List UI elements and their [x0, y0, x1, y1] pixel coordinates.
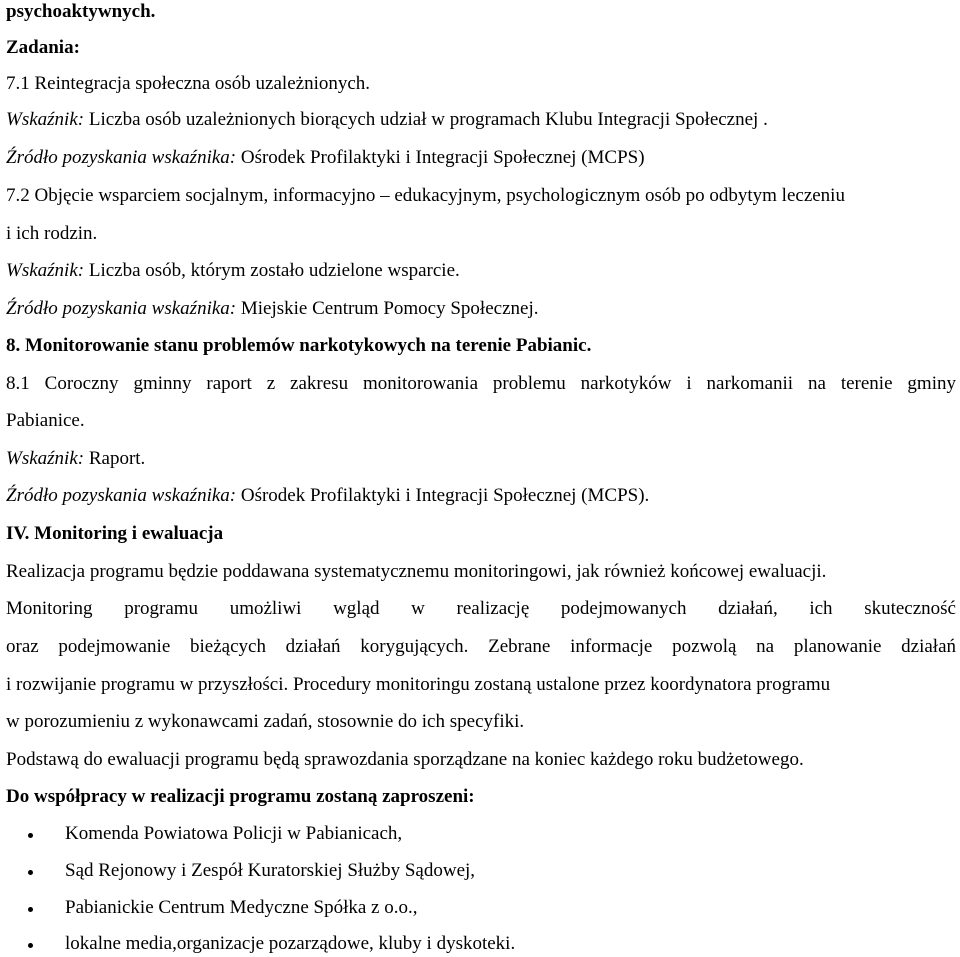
source-text: Ośrodek Profilaktyki i Integracji Społecznej (MCPS): [236, 147, 645, 168]
section-heading-iv: IV. Monitoring i ewaluacja: [6, 523, 224, 544]
source-text: Miejskie Centrum Pomocy Społecznej.: [236, 298, 539, 319]
source-7-1: [6, 146, 645, 170]
source-label: Źródło pozyskania wskaźnika:: [6, 298, 237, 319]
source-text: Ośrodek Profilaktyki i Integracji Społecznej (MCPS).: [236, 485, 650, 506]
text-line: psychoaktywnych.: [6, 1, 156, 22]
source-7-2: [6, 297, 538, 321]
task-8-1: 8.1 Coroczny gminny raport z zakresu monitorowania problemu narkotyków i narkomanii na terenie gminy: [6, 373, 956, 394]
indicator-label: Wskaźnik:: [6, 109, 85, 130]
indicator-text: Raport.: [84, 448, 146, 469]
source-8-1: [6, 484, 649, 508]
source-label: Źródło pozyskania wskaźnika:: [6, 485, 237, 506]
section-heading-tasks: Zadania:: [6, 37, 80, 58]
task-8-1-continued: Pabianice.: [6, 410, 85, 431]
paragraph-line: oraz podejmowanie bieżących działań korygujących. Zebrane informacje pozwolą na planowanie działań: [6, 636, 956, 657]
source-label: Źródło pozyskania wskaźnika:: [6, 147, 237, 168]
list-item-text: Komenda Powiatowa Policji w Pabianicach,: [65, 823, 403, 844]
bullet-icon: [28, 870, 33, 875]
paragraph-line: Realizacja programu będzie poddawana systematycznemu monitoringowi, jak również końcowej ewaluacji.: [6, 561, 827, 582]
bullet-icon: [28, 907, 33, 912]
indicator-8-1: [6, 447, 145, 471]
indicator-7-2: [6, 259, 460, 283]
paragraph-line: w porozumieniu z wykonawcami zadań, stosownie do ich specyfiki.: [6, 711, 525, 732]
paragraph-line: Podstawą do ewaluacji programu będą sprawozdania sporządzane na koniec każdego roku budżetowego.: [6, 749, 804, 770]
indicator-label: Wskaźnik:: [6, 260, 85, 281]
list-item-text: Pabianickie Centrum Medyczne Spółka z o.o.,: [65, 897, 418, 918]
cooperation-heading: Do współpracy w realizacji programu zostaną zaproszeni:: [6, 786, 475, 807]
indicator-text: Liczba osób, którym zostało udzielone wsparcie.: [84, 260, 460, 281]
bullet-icon: [28, 833, 33, 838]
section-heading-8: 8. Monitorowanie stanu problemów narkotykowych na terenie Pabianic.: [6, 335, 592, 356]
paragraph-line: Monitoring programu umożliwi wgląd w realizację podejmowanych działań, ich skuteczność: [6, 598, 956, 619]
indicator-7-1: [6, 108, 768, 132]
paragraph-line: i rozwijanie programu w przyszłości. Procedury monitoringu zostaną ustalone przez koordynatora programu: [6, 674, 831, 695]
task-7-2-continued: i ich rodzin.: [6, 223, 98, 244]
indicator-text: Liczba osób uzależnionych biorących udział w programach Klubu Integracji Społecznej .: [84, 109, 768, 130]
list-item-text: lokalne media,organizacje pozarządowe, kluby i dyskoteki.: [65, 933, 516, 954]
indicator-label: Wskaźnik:: [6, 448, 85, 469]
bullet-icon: [28, 943, 33, 948]
list-item-text: Sąd Rejonowy i Zespół Kuratorskiej Służby Sądowej,: [65, 860, 476, 881]
task-7-1: 7.1 Reintegracja społeczna osób uzależnionych.: [6, 73, 371, 94]
task-7-2: 7.2 Objęcie wsparciem socjalnym, informacyjno – edukacyjnym, psychologicznym osób po odbytym leczeniu: [6, 185, 845, 206]
